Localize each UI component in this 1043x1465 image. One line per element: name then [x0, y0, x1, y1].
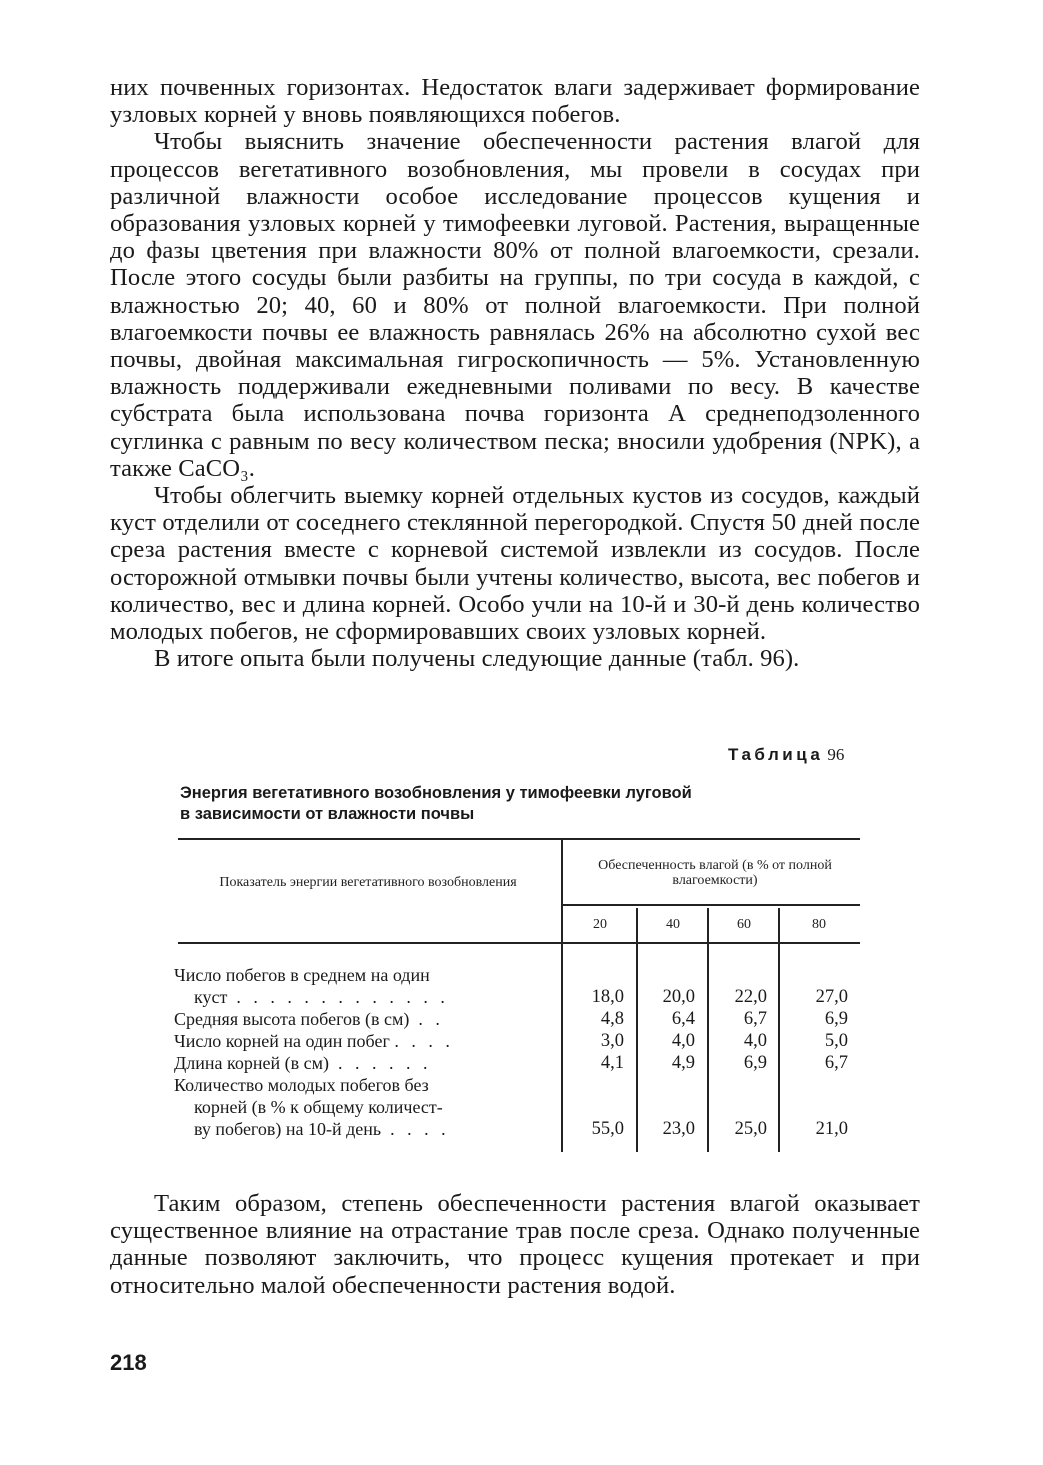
row-1-line-2	[174, 986, 554, 1008]
row-5-line-1: Количество молодых побегов без	[174, 1075, 429, 1095]
paragraph-5: Таким образом, степень обеспеченности растения влагой оказывает существенное влияние на отрастание трав после среза. Однако полученные данные позволяют заключить, что процесс кущения протекает и при относительно малой обеспеченности растения водой.	[110, 1190, 920, 1299]
table-cell: 18,0	[591, 987, 624, 1007]
table-cell: 6,9	[743, 1053, 767, 1073]
table-row-label	[174, 964, 554, 1008]
row-1-line-1: Число побегов в среднем на один	[174, 965, 430, 985]
table-cell: 4,1	[600, 1053, 624, 1073]
table-row-label	[174, 1074, 554, 1140]
row-1-label-end: куст	[194, 987, 228, 1007]
table-header-rule	[178, 942, 860, 944]
closing-text	[110, 1190, 920, 1299]
row-5-line-2: корней (в % к общему количест-	[194, 1097, 443, 1117]
table-cell: 21,0	[815, 1119, 848, 1139]
table-row-label	[174, 1008, 554, 1030]
paragraph-2: Чтобы выяснить значение обеспеченности растения влагой для процессов вегетативного возобновления, мы провели в сосудах при различной влажности особое исследование процессов кущения и образования узловых корней у тимофеевки луговой. Растения, выращенные до фазы цветения при влажности 80% от полной влагоемкости, срезали. После этого сосуды были разбиты на группы, по три сосуда в каждой, с влажностью 20; 40, 60 и 80% от полной влагоемкости. При полной влагоемкости почвы ее влажность равнялась 26% на абсолютно сухой вес почвы, двойная максимальная гигроскопичность — 5%. Установленную влажность поддерживали ежедневными поливами по весу. В качестве субстрата была использована почва горизонта А среднеподзоленного суглинка с равным по весу количеством песка; вносили удобрения (NPK), а также CaCO₃.	[110, 128, 920, 482]
table-label: Таблица	[728, 745, 824, 764]
table-top-rule	[178, 838, 860, 840]
table-title-line-2: в зависимости от влажности почвы	[180, 805, 475, 823]
table-row-label	[174, 1052, 554, 1074]
col-80: 80	[812, 917, 826, 932]
table-cell: 27,0	[815, 987, 848, 1007]
row-4-label: Длина корней (в см)	[174, 1053, 329, 1073]
table-cell: 4,8	[600, 1009, 624, 1029]
table-subheader-rule	[562, 904, 860, 906]
row-4-dots: . . . . . .	[337, 1053, 432, 1073]
row-1-dots: . . . . . . . . . . . . .	[236, 987, 449, 1007]
row-2-dots: . .	[418, 1009, 444, 1029]
table-title	[180, 783, 860, 825]
table-cell: 5,0	[824, 1031, 848, 1051]
col-60: 60	[737, 917, 751, 932]
column-header-indicator: Показатель энергии вегетативного возобновления	[219, 875, 517, 890]
page-number: 218	[110, 1350, 147, 1375]
row-2-label: Средняя высота побегов (в см)	[174, 1009, 410, 1029]
paragraph-4: В итоге опыта были получены следующие данные (табл. 96).	[154, 645, 800, 673]
table-cell: 25,0	[734, 1119, 767, 1139]
paragraph-3: Чтобы облегчить выемку корней отдельных кустов из сосудов, каждый куст отделили от соседнего стеклянной перегородкой. Спустя 50 дней после среза растения вместе с корневой системой извлекли из сосудов. После осторожной отмывки почвы были учтены количество, высота, вес побегов и количество, вес и длина корней. Особо учли на 10-й и 30-й день количество молодых побегов, не сформировавших своих узловых корней.	[110, 482, 920, 646]
table-cell: 55,0	[591, 1119, 624, 1139]
table-cell: 4,9	[671, 1053, 695, 1073]
table-vline-main	[561, 840, 563, 1152]
table-title-line-1: Энергия вегетативного возобновления у тимофеевки луговой	[180, 784, 692, 802]
table-cell: 6,4	[671, 1009, 695, 1029]
col-20: 20	[593, 917, 607, 932]
column-header-moisture: Обеспеченность влагой (в % от полной влагоемкости)	[598, 858, 832, 888]
row-5-line-3	[174, 1118, 554, 1140]
table-vline-3	[778, 908, 780, 1152]
row-5-label-end: ву побегов) на 10-й день	[194, 1119, 382, 1139]
row-3-dots: . . . .	[394, 1031, 454, 1051]
table-cell: 4,0	[671, 1031, 695, 1051]
table-cell: 6,9	[824, 1009, 848, 1029]
table-number	[728, 745, 844, 765]
table-cell: 4,0	[743, 1031, 767, 1051]
row-3-label: Число корней на один побег	[174, 1031, 390, 1051]
table-cell: 6,7	[743, 1009, 767, 1029]
table-vline-1	[636, 908, 638, 1152]
col-40: 40	[666, 917, 680, 932]
paragraph-1: них почвенных горизонтах. Недостаток влаги задерживает формирование узловых корней у вновь появляющихся побегов.	[110, 74, 920, 129]
table-cell: 23,0	[662, 1119, 695, 1139]
table-cell: 6,7	[824, 1053, 848, 1073]
table-cell: 3,0	[600, 1031, 624, 1051]
table-cell: 22,0	[734, 987, 767, 1007]
table-cell: 20,0	[662, 987, 695, 1007]
body-text	[110, 74, 920, 672]
table-number-value: 96	[827, 745, 845, 764]
row-5-dots: . . . .	[390, 1119, 450, 1139]
table-row-label	[174, 1030, 554, 1052]
table-vline-2	[707, 908, 709, 1152]
